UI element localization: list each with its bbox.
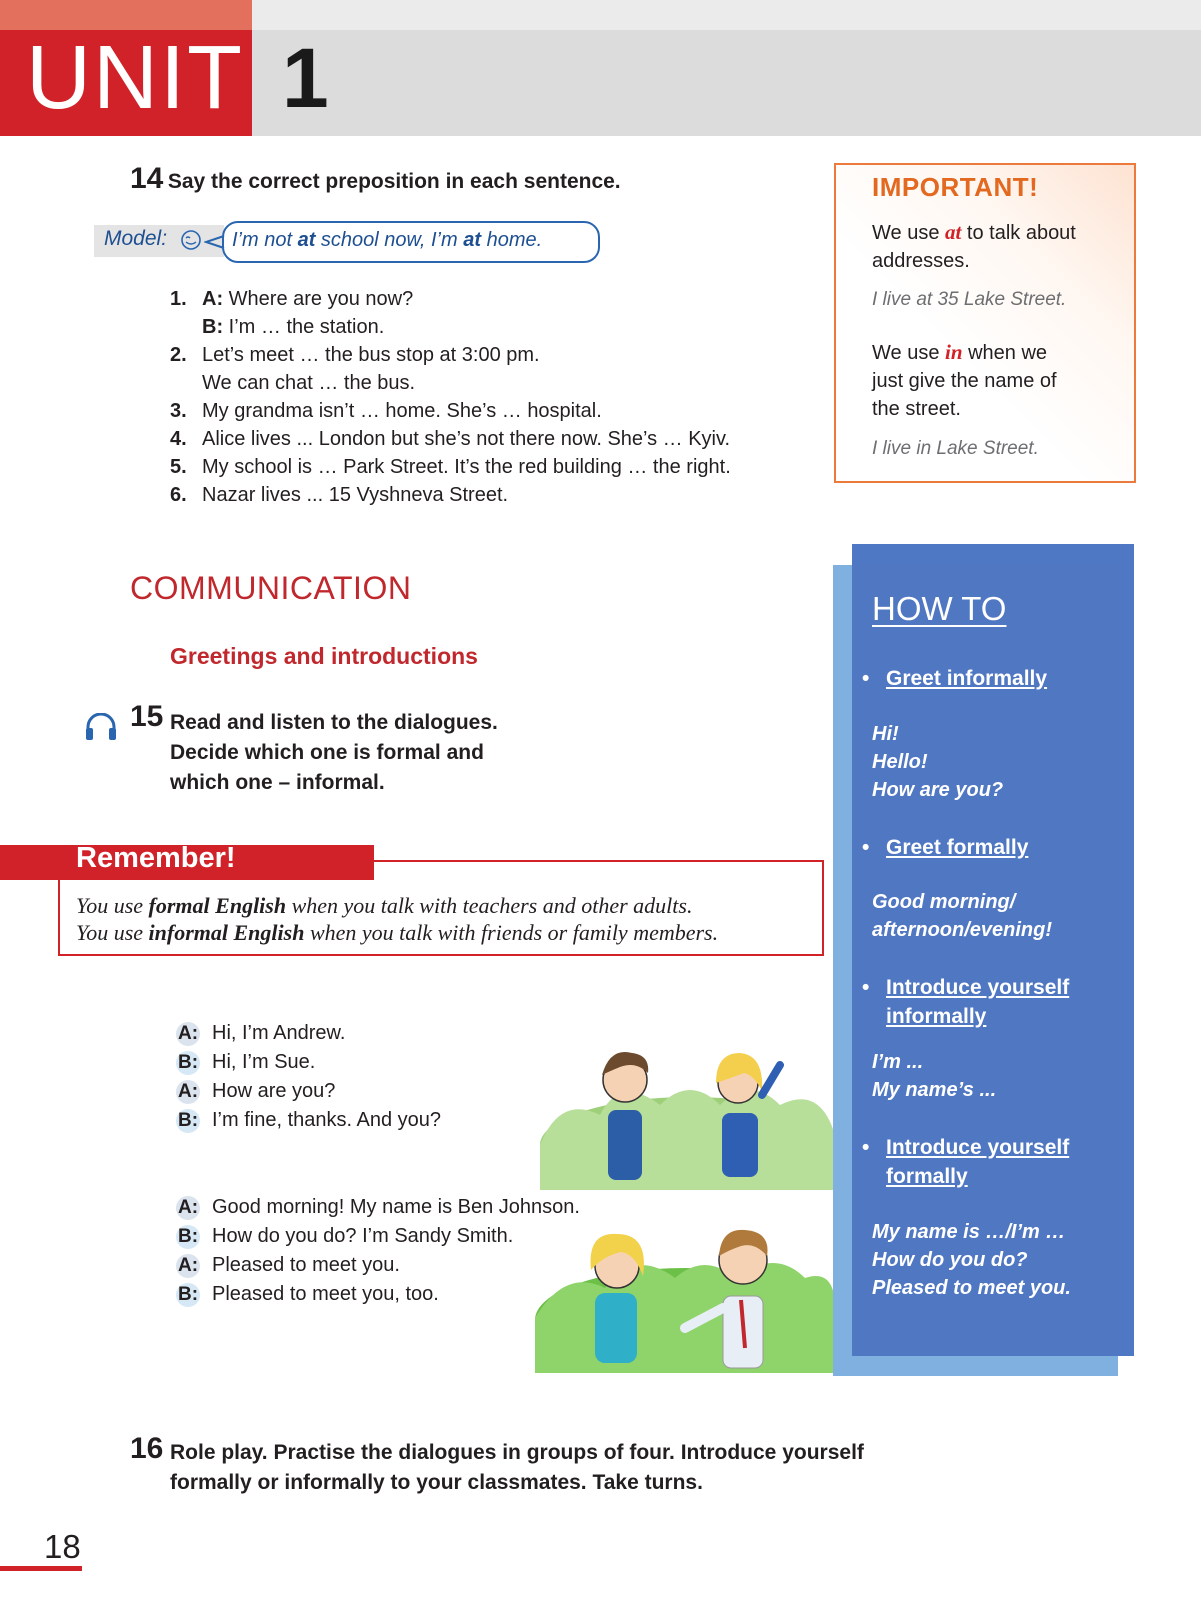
howto-heading-greet-informally: • Greet informally xyxy=(862,667,1048,690)
list-item: 4. Alice lives ... London but she’s not there now. She’s … Kyiv. xyxy=(170,428,731,450)
dialogue-line: A: How are you? xyxy=(177,1080,336,1102)
exercise-16-instruction: Role play. Practise the dialogues in groups of four. Introduce yourself formally or informally to your classmates. Take turns. xyxy=(170,1441,864,1494)
exercise-number: 14 xyxy=(130,162,164,195)
howto-phrases-informal: Hi! Hello! How are you? xyxy=(872,723,1004,801)
howto-heading-introduce-formally: • Introduce yourself formally xyxy=(862,1136,1070,1188)
header-accent-right xyxy=(252,0,1201,30)
illustration-informal-greeting xyxy=(540,1035,835,1190)
section-title: COMMUNICATION xyxy=(130,570,412,606)
unit-label: UNIT xyxy=(26,28,244,128)
dialogue-line: B: How do you do? I’m Sandy Smith. xyxy=(177,1225,514,1247)
important-example-in: I live in Lake Street. xyxy=(872,438,1039,459)
headphones-icon xyxy=(84,713,118,741)
list-item: 5. My school is … Park Street. It’s the red building … the right. xyxy=(170,456,731,478)
unit-number: 1 xyxy=(282,31,329,125)
exercise-number: 15 xyxy=(130,700,164,733)
exercise-14-heading xyxy=(130,162,621,197)
howto-title: HOW TO xyxy=(872,590,1007,627)
list-item: 3. My grandma isn’t … home. She’s … hospital. xyxy=(170,400,602,422)
dialogue-line: A: Pleased to meet you. xyxy=(177,1254,400,1276)
exercise-instruction: Say the correct preposition in each sentence. xyxy=(167,170,621,193)
list-item: 2. Let’s meet … the bus stop at 3:00 pm. xyxy=(170,344,540,366)
howto-heading-greet-formally: • Greet formally xyxy=(862,836,1029,859)
howto-phrases-introduce-informal: I’m ... My name’s ... xyxy=(872,1051,997,1101)
speech-smiley-icon xyxy=(180,229,202,251)
header-band xyxy=(252,30,1201,136)
dialogue-line: A: Good morning! My name is Ben Johnson. xyxy=(177,1196,580,1218)
important-rule-in: We use in when we just give the name of the street. xyxy=(872,340,1057,420)
important-rule-at: We use at to talk about addresses. xyxy=(872,220,1076,272)
list-item: 1. A: Where are you now? xyxy=(170,288,414,310)
dialogue-line: B: Hi, I’m Sue. xyxy=(177,1051,316,1073)
section-subtitle: Greetings and introductions xyxy=(170,643,478,669)
illustration-formal-greeting xyxy=(535,1208,835,1373)
list-item-continued: B: I’m … the station. xyxy=(202,316,385,338)
model-label: Model: xyxy=(104,227,168,250)
exercise-14-list xyxy=(170,285,820,509)
list-item: 6. Nazar lives ... 15 Vyshneva Street. xyxy=(170,484,509,506)
howto-heading-introduce-informally: • Introduce yourself informally xyxy=(862,976,1070,1028)
howto-phrases-introduce-formal: My name is …/I’m … How do you do? Pleased to meet you. xyxy=(872,1221,1071,1299)
model-sentence: I’m not at school now, I’m at home. xyxy=(232,229,543,251)
important-title: IMPORTANT! xyxy=(872,172,1039,202)
important-example-at: I live at 35 Lake Street. xyxy=(872,289,1067,310)
important-box xyxy=(834,163,1136,483)
list-item-continued: We can chat … the bus. xyxy=(202,372,416,394)
page-number: 18 xyxy=(44,1528,81,1565)
exercise-15-instruction: Read and listen to the dialogues. Decide which one is formal and which one – informal. xyxy=(170,711,498,794)
remember-text: You use formal English when you talk with teachers and other adults. You use informal English when you talk with friends or family members. xyxy=(76,893,719,945)
dialogue-line: B: I’m fine, thanks. And you? xyxy=(177,1109,442,1131)
dialogue-formal xyxy=(176,1193,580,1309)
dialogue-informal xyxy=(176,1019,441,1135)
exercise-number: 16 xyxy=(130,1432,164,1465)
howto-phrases-formal: Good morning/ afternoon/evening! xyxy=(872,891,1053,941)
dialogue-line: A: Hi, I’m Andrew. xyxy=(177,1022,346,1044)
page-number-underline xyxy=(0,1566,82,1571)
remember-title: Remember! xyxy=(76,842,236,874)
dialogue-line: B: Pleased to meet you, too. xyxy=(177,1283,439,1305)
